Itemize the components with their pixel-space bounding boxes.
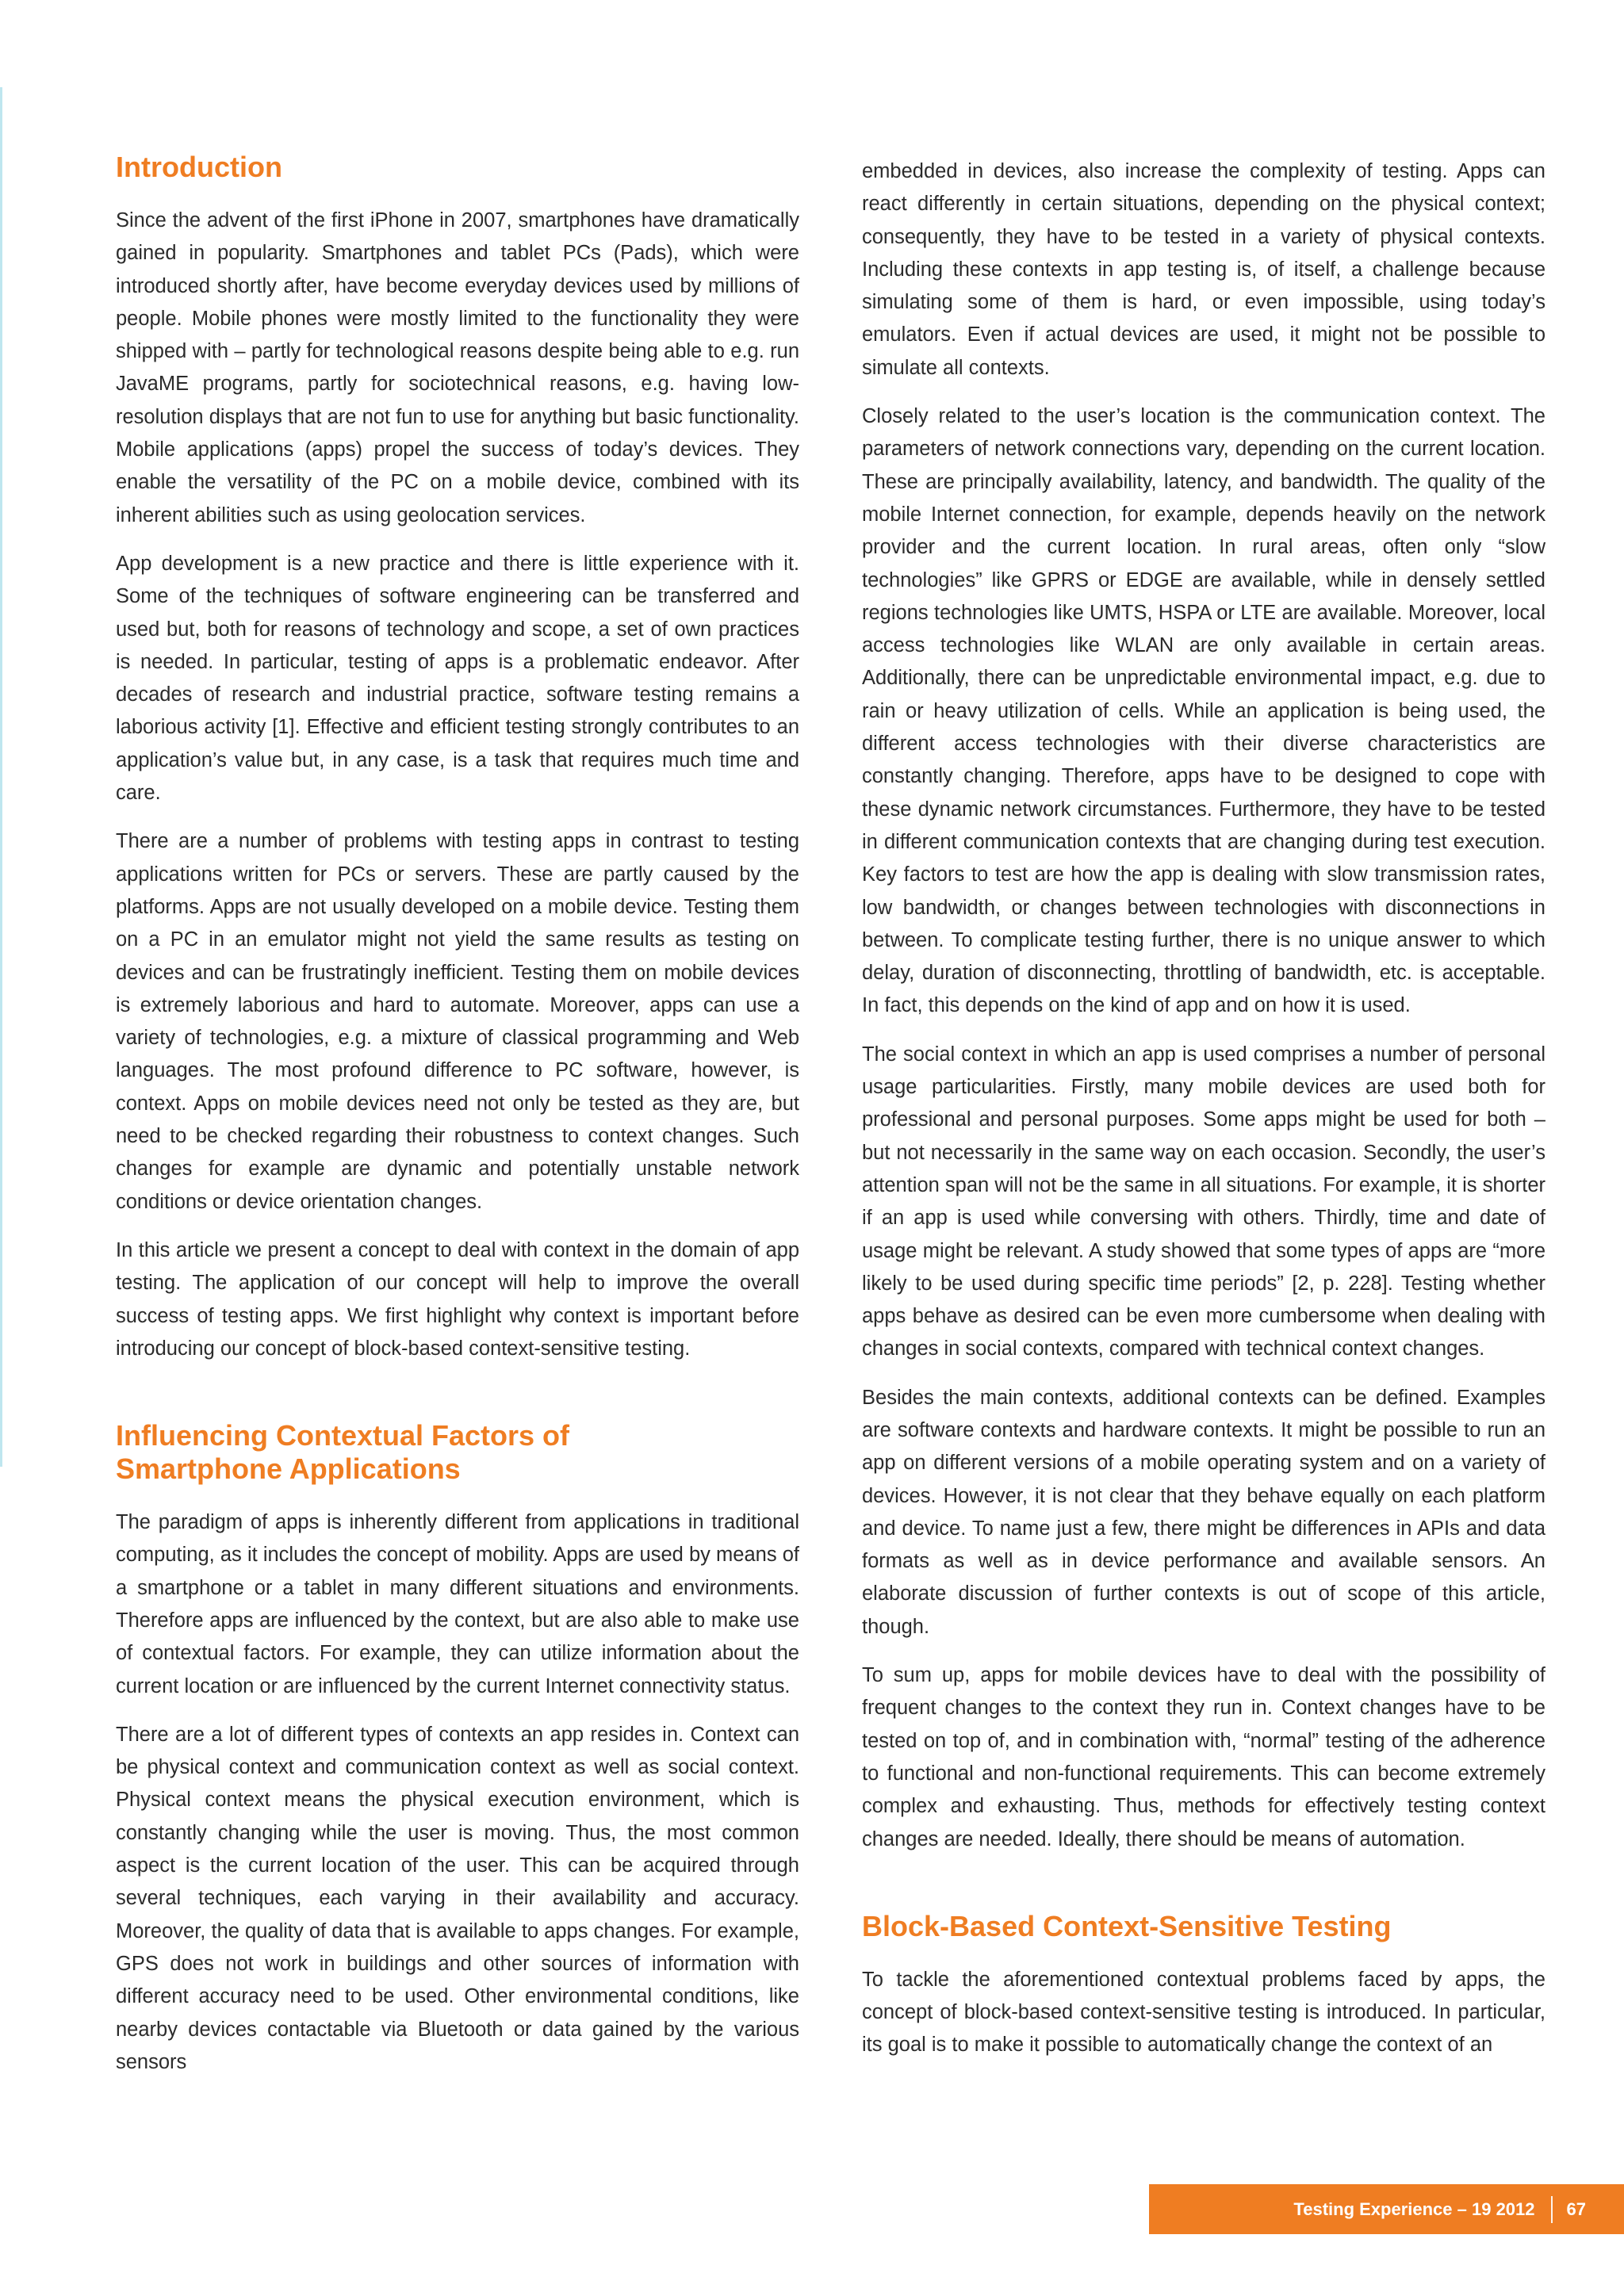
right-paragraph-5: To sum up, apps for mobile devices have to deal with the possibility of frequent changes to the context they run in. Context changes have to be tested on top of, and in combination with, “normal” testing of the adherence to functional and non-functional requirements. This can become extremely complex and exhausting. Thus, methods for effectively testing context changes are needed. Ideally, there should be means of automation. [862,1664,1545,1850]
right-paragraph-3: The social context in which an app is used comprises a number of personal usage particularities. Firstly, many mobile devices are used both for professional and personal purposes. Some apps might be used for both – but not necessarily in the same way on each occasion. Secondly, the user’s attention span will not be the same in all situations. For example, it is shorter if an app is used while conversing with others. Thirdly, time and date of usage might be relevant. A study showed that some types of apps are “more likely to be used during specific time periods” [2, p. 228]. Testing whether apps behave as desired can be even more cumbersome when dealing with changes in social contexts, compared with technical context changes. [862,1043,1545,1360]
heading-introduction: Introduction [116,151,282,183]
heading-block-based-testing: Block-Based Context-Sensitive Testing [862,1909,1392,1942]
page-edge-line [0,87,2,1467]
left-column [116,151,799,2095]
right-paragraph-2: Closely related to the user’s location is the communication context. The parameters of network connections vary, depending on the current location. These are principally availability, latency, and bandwidth. The quality of the mobile Internet connection, for example, depends heavily on the network provider and the current location. In rural areas, often only “slow technologies” like GPRS or EDGE are available, while in densely settled regions technologies like UMTS, HSPA or LTE are available. Moreover, local access technologies like WLAN are only available in certain areas. Additionally, there can be unpredictable environmental impact, e.g. due to rain or heavy utilization of cells. While an application is being used, the different access technologies with their diverse characteristics are constantly changing. Therefore, apps have to be designed to cope with these dynamic network circumstances. Furthermore, they have to be tested in different communication contexts that are changing during test execution. Key factors to test are how the app is dealing with slow transmission rates, low bandwidth, or changes between technologies with disconnections in between. To complicate testing further, there is no unique answer to which delay, duration of disconnecting, throttling of bandwidth, etc. is acceptable. In fact, this depends on the kind of app and on how it is used. [862,405,1545,1017]
intro-paragraph-1: Since the advent of the first iPhone in 2007, smartphones have dramatically gained in popularity. Smartphones and tablet PCs (Pads), which were introduced shortly after, have become everyday devices used by millions of people. Mobile phones were mostly limited to the functionality they were shipped with – partly for technological reasons despite being able to e.g. run JavaME programs, partly for sociotechnical reasons, e.g. having low-resolution displays that are not fun to use for anything but basic functionality. Mobile applications (apps) propel the success of today’s devices. They enable the versatility of the PC on a mobile device, combined with its inherent abilities such as using geolocation services. [116,209,799,526]
block-based-paragraph-1: To tackle the aforementioned contextual problems faced by apps, the concept of block-based context-sensitive testing is introduced. In particular, its goal is to make it possible to automatically change the context of an [862,1968,1545,2057]
footer-separator [1551,2196,1553,2223]
intro-paragraph-4: In this article we present a concept to deal with context in the domain of app testing. The application of our concept will help to improve the overall success of testing apps. We first highlight why context is important before introducing our concept of block-based context-sensitive testing. [116,1238,799,1360]
influencing-paragraph-1: The paradigm of apps is inherently different from applications in traditional computing, as it includes the concept of mobility. Apps are used by means of a smartphone or a tablet in many different situations and environments. Therefore apps are influenced by the context, but are also able to make use of contextual factors. For example, they can utilize information about the current location or are influenced by the current Internet connectivity status. [116,1511,799,1697]
heading-line-1: Influencing Contextual Factors of [116,1419,570,1452]
heading-influencing-contextual-factors [116,1419,799,1486]
intro-paragraph-2: App development is a new practice and there is little experience with it. Some of the techniques of software engineering can be transferred and used but, both for reasons of technology and scope, a set of own practices is needed. In particular, testing of apps is a problematic endeavor. After decades of research and industrial practice, software testing remains a laborious activity [1]. Effective and efficient testing strongly contributes to an application’s value but, in any case, is a task that requires much time and care. [116,552,799,805]
right-column [862,155,1545,2078]
right-paragraph-4: Besides the main contexts, additional contexts can be defined. Examples are software contexts and hardware contexts. It might be possible to run an app on different versions of a mobile operating system and on a variety of devices. However, it is not clear that they behave equally on each platform and device. To name just a few, there might be differences in APIs and data formats as well as in device performance and available sensors. An elaborate discussion of further contexts is out of scope of this article, though. [862,1386,1545,1638]
footer-bar [1149,2184,1624,2234]
footer-publication: Testing Experience – 19 2012 [1293,2198,1535,2219]
right-paragraph-1: embedded in devices, also increase the complexity of testing. Apps can react differently in certain situations, depending on the physical context; consequently, they have to be tested in a variety of physical contexts. Including these contexts in app testing is, of itself, a challenge because simulating some of them is hard, or even impossible, using today’s emulators. Even if actual devices are used, it might not be possible to simulate all contexts. [862,160,1545,379]
influencing-paragraph-2: There are a lot of different types of contexts an app resides in. Context can be physical context and communication context as well as social context. Physical context means the physical execution environment, which is constantly changing while the user is moving. Thus, the most common aspect is the current location of the user. This can be acquired through several techniques, each varying in their availability and accuracy. Moreover, the quality of data that is available to apps changes. For example, GPS does not work in buildings and other sources of information with different accuracy need to be used. Other environmental conditions, like nearby devices contactable via Bluetooth or data gained by the various sensors [116,1723,799,2073]
heading-line-2: Smartphone Applications [116,1452,461,1486]
intro-paragraph-3: There are a number of problems with testing apps in contrast to testing applications written for PCs or servers. These are partly caused by the platforms. Apps are not usually developed on a mobile device. Testing them on a PC in an emulator might not yield the same results as testing on devices and can be frustratingly inefficient. Testing them on mobile devices is extremely laborious and hard to automate. Moreover, apps can use a variety of technologies, e.g. a mixture of classical programming and Web languages. The most profound difference to PC software, however, is context. Apps on mobile devices need not only be tested as they are, but need to be checked regarding their robustness to context changes. Such changes for example are dynamic and potentially unstable network conditions or device orientation changes. [116,830,799,1213]
page-number: 67 [1566,2198,1586,2219]
